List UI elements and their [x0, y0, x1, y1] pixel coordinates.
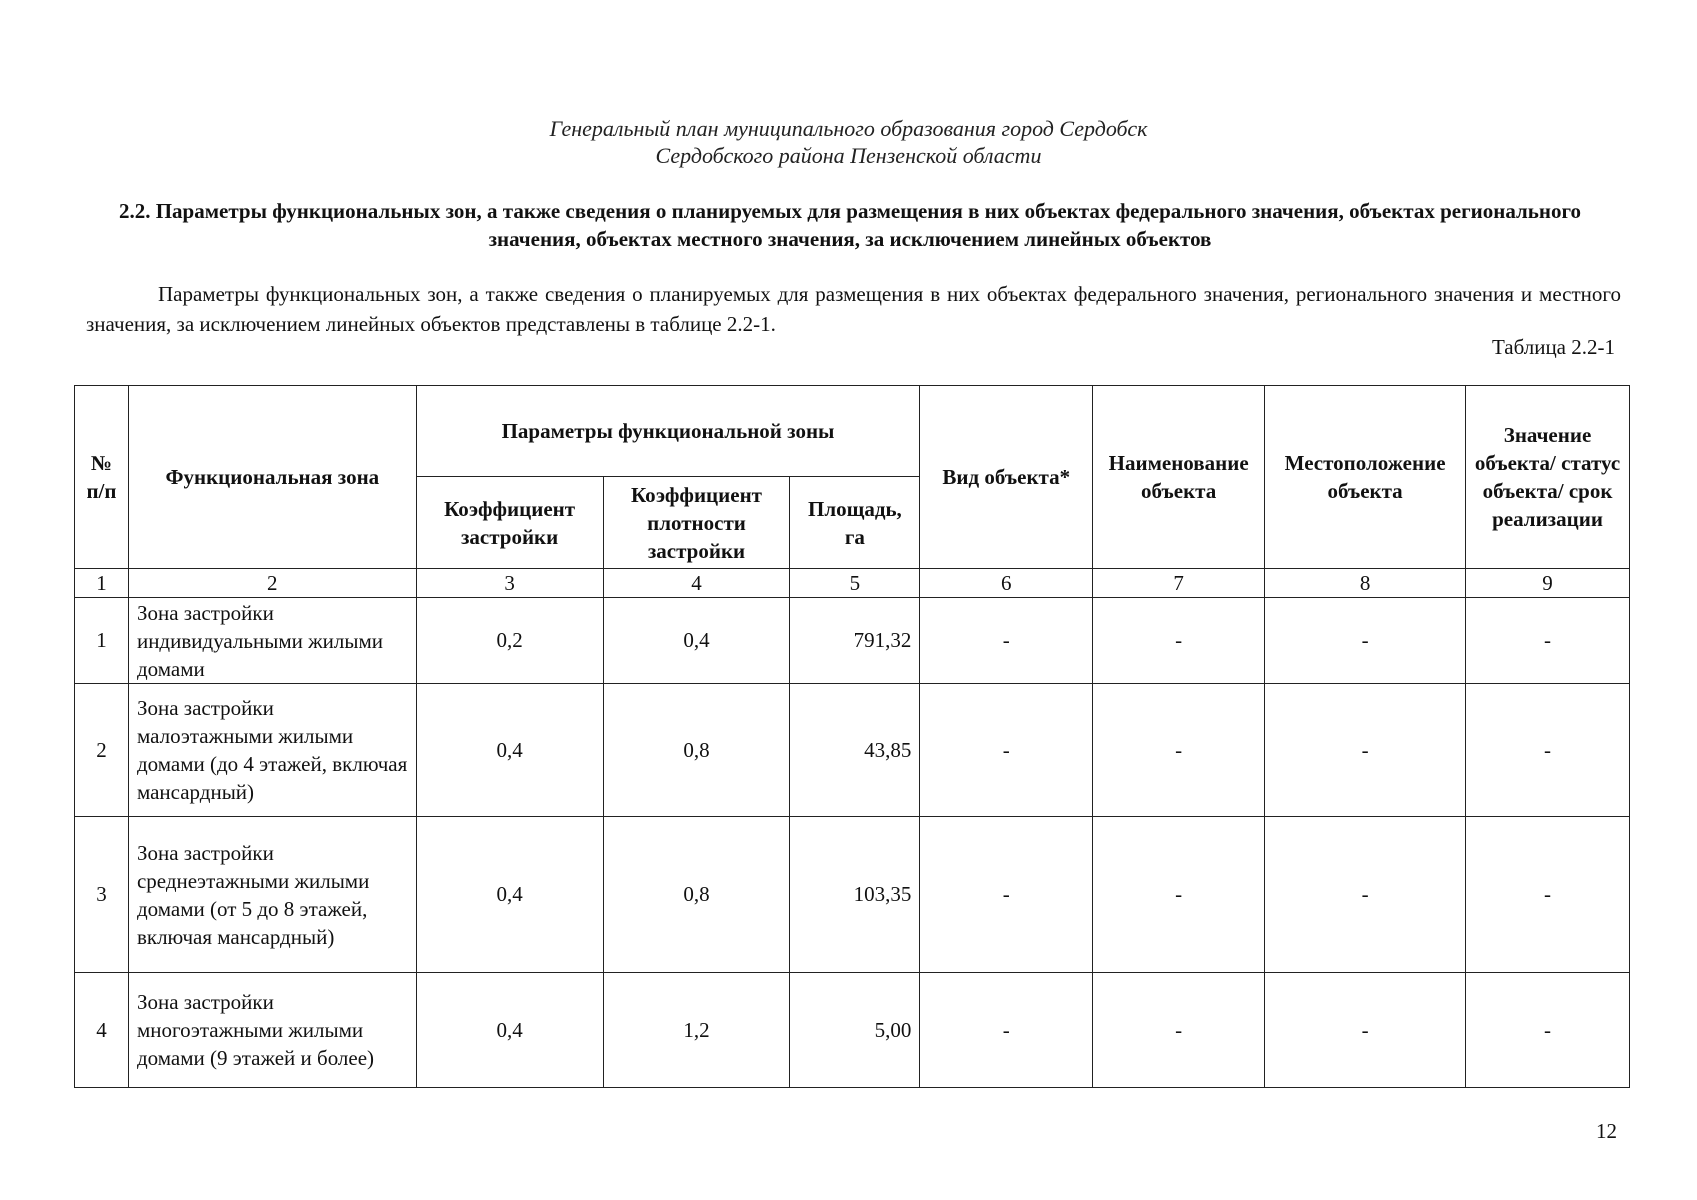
row-object-location: -	[1265, 598, 1466, 684]
row-coef-density: 1,2	[603, 973, 790, 1088]
row-coef-build: 0,2	[416, 598, 603, 684]
row-area: 791,32	[790, 598, 920, 684]
column-number: 2	[128, 569, 416, 598]
row-area: 5,00	[790, 973, 920, 1088]
row-object-type: -	[920, 598, 1093, 684]
column-number: 3	[416, 569, 603, 598]
row-zone: Зона застройки малоэтажными жилыми домами (до 4 этажей, включая мансардный)	[128, 684, 416, 817]
header-line-1: Генеральный план муниципального образования город Сердобск	[549, 116, 1148, 141]
section-title: 2.2. Параметры функциональных зон, а также сведения о планируемых для размещения в них объектах федерального значения, объектах регионального значения, объектах местного значения, за исключением линейных объектов	[118, 199, 1582, 251]
row-coef-density: 0,4	[603, 598, 790, 684]
table-row	[75, 817, 1630, 973]
row-object-status: -	[1466, 817, 1630, 973]
column-number: 6	[920, 569, 1093, 598]
header-object-status: Значение объекта/ статус объекта/ срок реализации	[1466, 386, 1630, 569]
column-number: 5	[790, 569, 920, 598]
row-object-status: -	[1466, 973, 1630, 1088]
row-coef-density: 0,8	[603, 817, 790, 973]
row-object-type: -	[920, 973, 1093, 1088]
row-coef-density: 0,8	[603, 684, 790, 817]
header-object-name: Наименование объекта	[1093, 386, 1265, 569]
header-object-location: Местоположение объекта	[1265, 386, 1466, 569]
row-num: 1	[75, 598, 129, 684]
document-header	[0, 115, 1697, 169]
column-number-row	[75, 569, 1630, 598]
row-object-location: -	[1265, 684, 1466, 817]
row-zone: Зона застройки среднеэтажными жилыми домами (от 5 до 8 этажей, включая мансардный)	[128, 817, 416, 973]
row-object-name: -	[1093, 973, 1265, 1088]
row-coef-build: 0,4	[416, 684, 603, 817]
header-area: Площадь, га	[790, 477, 920, 569]
header-num: № п/п	[75, 386, 129, 569]
row-zone: Зона застройки индивидуальными жилыми домами	[128, 598, 416, 684]
row-object-status: -	[1466, 684, 1630, 817]
row-zone: Зона застройки многоэтажными жилыми домами (9 этажей и более)	[128, 973, 416, 1088]
row-object-status: -	[1466, 598, 1630, 684]
row-object-type: -	[920, 684, 1093, 817]
column-number: 1	[75, 569, 129, 598]
header-coef-density: Коэффициент плотности застройки	[603, 477, 790, 569]
row-object-name: -	[1093, 684, 1265, 817]
row-object-location: -	[1265, 973, 1466, 1088]
header-zone: Функциональная зона	[128, 386, 416, 569]
header-coef-build: Коэффициент застройки	[416, 477, 603, 569]
row-num: 4	[75, 973, 129, 1088]
column-number: 9	[1466, 569, 1630, 598]
row-object-name: -	[1093, 817, 1265, 973]
column-number: 4	[603, 569, 790, 598]
table-row	[75, 973, 1630, 1088]
zones-table	[74, 385, 1630, 1088]
row-coef-build: 0,4	[416, 973, 603, 1088]
column-number: 7	[1093, 569, 1265, 598]
table-row	[75, 598, 1630, 684]
header-object-type: Вид объекта*	[920, 386, 1093, 569]
row-area: 103,35	[790, 817, 920, 973]
header-params-group: Параметры функциональной зоны	[416, 386, 920, 477]
intro-paragraph: Параметры функциональных зон, а также сведения о планируемых для размещения в них объектах федерального значения, регионального значения и местного значения, за исключением линейных объектов представлены в таблице 2.2-1.	[86, 282, 1621, 336]
row-coef-build: 0,4	[416, 817, 603, 973]
row-area: 43,85	[790, 684, 920, 817]
row-num: 2	[75, 684, 129, 817]
table-caption: Таблица 2.2-1	[1491, 335, 1615, 359]
row-object-location: -	[1265, 817, 1466, 973]
page-number: 12	[1596, 1119, 1617, 1143]
table-row	[75, 684, 1630, 817]
row-object-type: -	[920, 817, 1093, 973]
header-line-2: Сердобского района Пензенской области	[655, 143, 1042, 168]
row-object-name: -	[1093, 598, 1265, 684]
row-num: 3	[75, 817, 129, 973]
column-number: 8	[1265, 569, 1466, 598]
